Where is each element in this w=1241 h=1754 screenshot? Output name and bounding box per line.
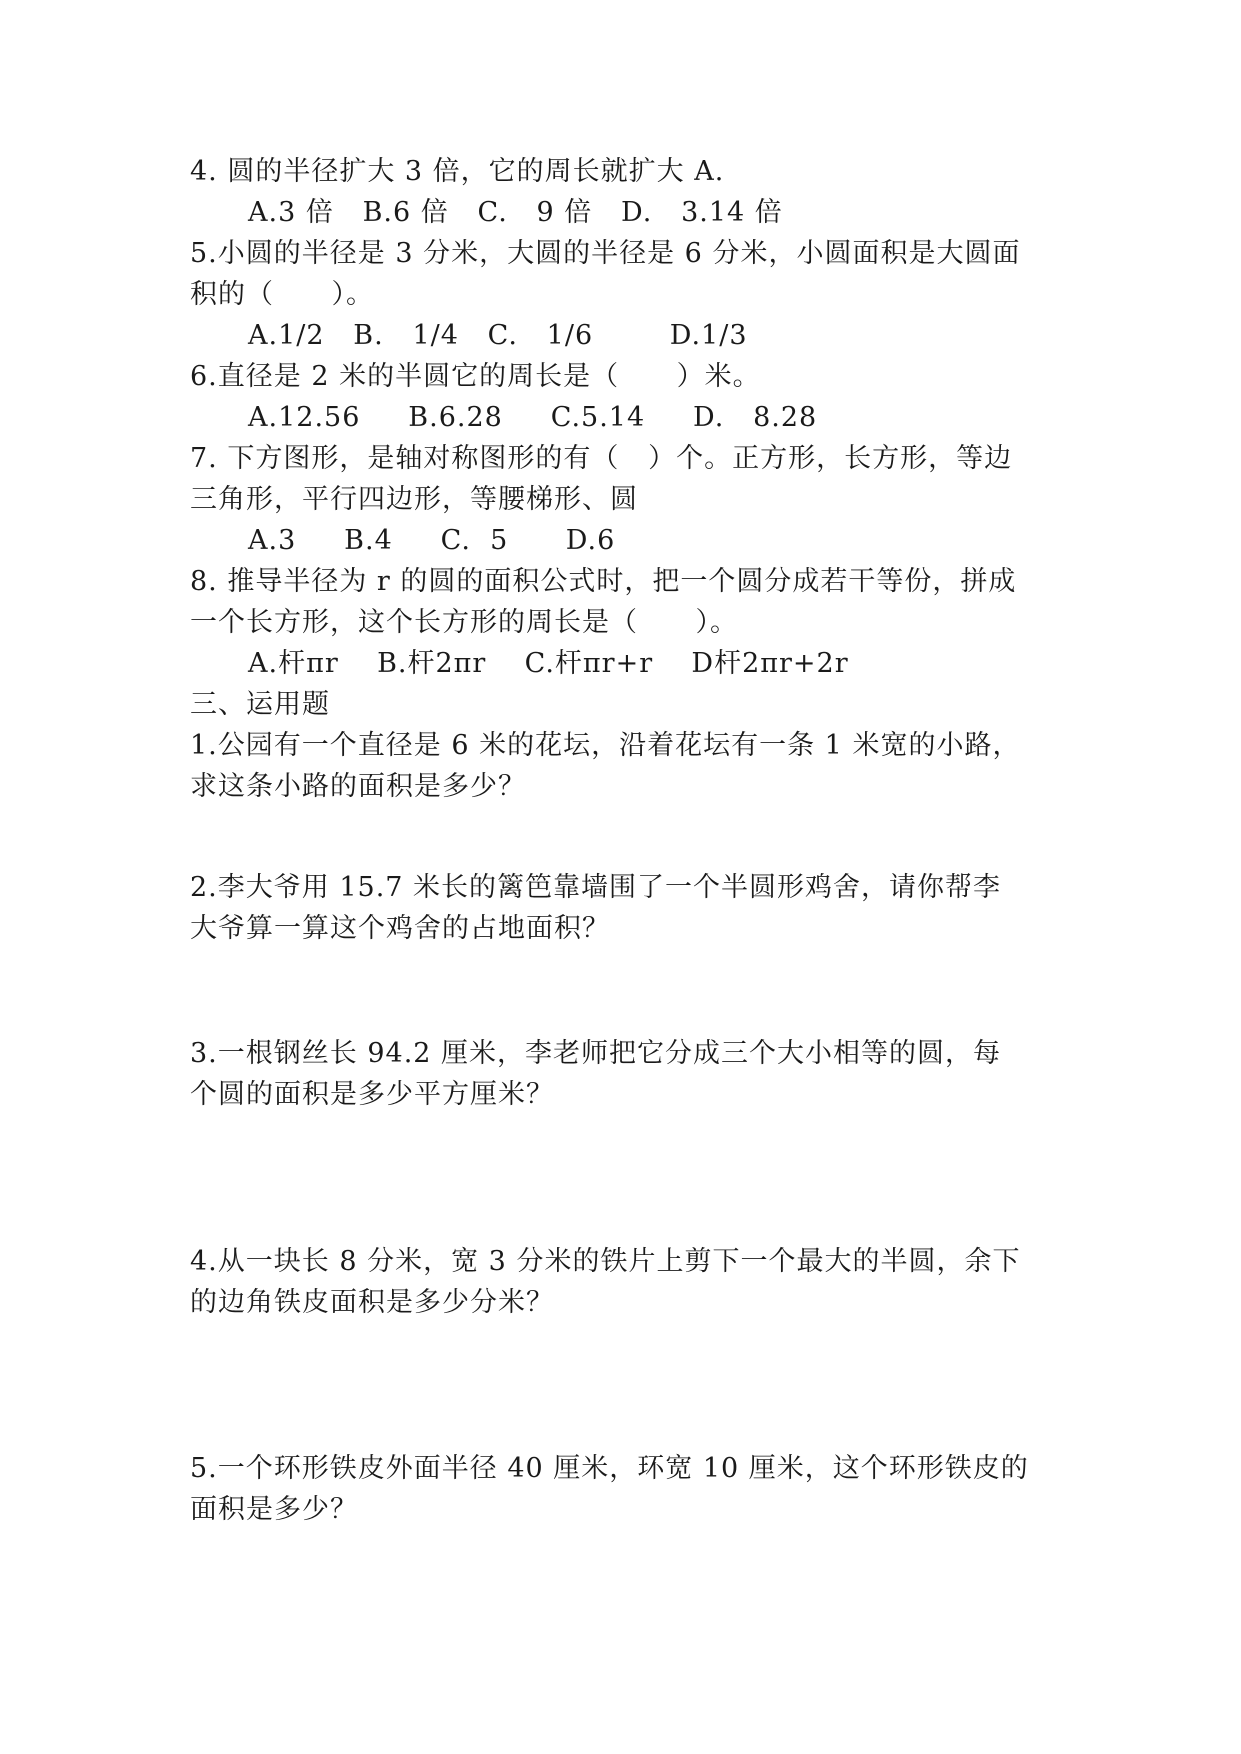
question-6-options: A.12.56 B.6.28 C.5.14 D. 8.28 — [248, 402, 818, 433]
question-5-text-line2: 积的（ ）。 — [190, 279, 374, 310]
question-5-text-line1: 5.小圆的半径是 3 分米，大圆的半径是 6 分米，小圆面积是大圆面 — [190, 238, 1021, 269]
problem-2-line2: 大爷算一算这个鸡舍的占地面积？ — [190, 913, 610, 944]
question-7-options: A.3 B.4 C. 5 D.6 — [248, 525, 616, 556]
problem-4-line1: 4.从一块长 8 分米，宽 3 分米的铁片上剪下一个最大的半圆，余下 — [190, 1246, 1021, 1277]
question-4-text: 4. 圆的半径扩大 3 倍，它的周长就扩大 A. — [190, 156, 725, 187]
question-5-options: A.1/2 B. 1/4 C. 1/6 D.1/3 — [248, 320, 748, 351]
question-8-options: A.杆πr B.杆2πr C.杆πr+r D杆2πr+2r — [248, 648, 849, 679]
question-7-text-line2: 三角形，平行四边形，等腰梯形、圆 — [190, 484, 638, 515]
problem-2-line1: 2.李大爷用 15.7 米长的篱笆靠墙围了一个半圆形鸡舍，请你帮李 — [190, 872, 1002, 903]
section-title: 三、运用题 — [190, 689, 330, 720]
problem-5-line2: 面积是多少？ — [190, 1494, 358, 1525]
question-4-options: A.3 倍 B.6 倍 C. 9 倍 D. 3.14 倍 — [248, 197, 783, 228]
problem-3-line2: 个圆的面积是多少平方厘米？ — [190, 1079, 554, 1110]
problem-4-line2: 的边角铁皮面积是多少分米？ — [190, 1287, 554, 1318]
problem-3-line1: 3.一根钢丝长 94.2 厘米，李老师把它分成三个大小相等的圆，每 — [190, 1038, 1002, 1069]
question-7-text-line1: 7. 下方图形，是轴对称图形的有（ ）个。正方形，长方形，等边 — [190, 443, 1013, 474]
question-6-text: 6.直径是 2 米的半圆它的周长是（ ）米。 — [190, 361, 761, 392]
question-8-text-line2: 一个长方形，这个长方形的周长是（ ）。 — [190, 607, 738, 638]
problem-5-line1: 5.一个环形铁皮外面半径 40 厘米，环宽 10 厘米，这个环形铁皮的 — [190, 1453, 1029, 1484]
problem-1-line1: 1.公园有一个直径是 6 米的花坛，沿着花坛有一条 1 米宽的小路， — [190, 730, 1021, 761]
problem-1-line2: 求这条小路的面积是多少？ — [190, 771, 526, 802]
question-8-text-line1: 8. 推导半径为 r 的圆的面积公式时，把一个圆分成若干等份，拼成 — [190, 566, 1017, 597]
